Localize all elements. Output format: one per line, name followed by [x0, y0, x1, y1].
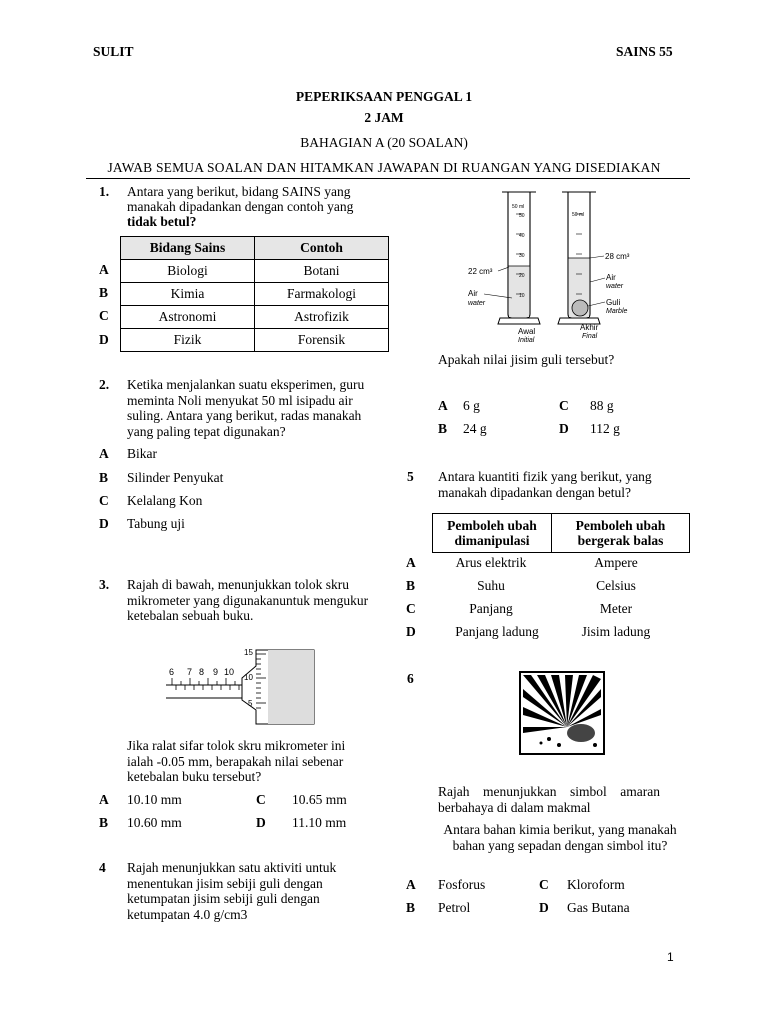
q1-table-header: [121, 237, 389, 260]
table-cell: Fizik: [121, 329, 255, 352]
q3-line2: mikrometer yang digunakanuntuk mengukur: [127, 592, 369, 608]
q1-line2: manakah dipadankan dengan contoh yang: [127, 199, 354, 214]
q1-letter-c: C: [99, 308, 109, 323]
thimble-tick-label: 5: [248, 699, 253, 708]
final-label-en: Final: [582, 333, 598, 340]
thimble-tick-label: 10: [244, 673, 253, 682]
q1-head-field: Bidang Sains: [121, 237, 255, 260]
water-label-en: water: [606, 283, 624, 290]
sleeve-tick-label: 6: [169, 667, 175, 677]
scale-label: 30: [519, 253, 525, 259]
q5-table-header: [432, 513, 690, 553]
q4-option-b[interactable]: B 24 g: [438, 421, 487, 436]
micrometer-diagram: [160, 640, 320, 725]
initial-label-en: Initial: [518, 337, 535, 344]
section-title: BAHAGIAN A (20 SOALAN): [300, 135, 468, 150]
header-rule: [86, 178, 690, 179]
q6-option-a[interactable]: A Fosforus: [406, 877, 486, 892]
table-row: [121, 306, 389, 329]
q3-qline2: ialah -0.05 mm, berapakah nilai sebenar: [127, 753, 344, 769]
q3-qline1: Jika ralat sifar tolok skru mikrometer ini: [127, 738, 346, 753]
table-header-row: [433, 514, 690, 553]
q3-question: [127, 738, 345, 785]
cylinder-label: 50 ml: [512, 204, 525, 210]
explosive-symbol-icon: [519, 671, 605, 755]
volume-initial: 22 cm³: [468, 267, 493, 276]
q1-number: 1.: [99, 184, 110, 199]
sleeve-tick-label: 9: [213, 667, 219, 677]
q1-letter-b: B: [99, 285, 109, 300]
scale-label: 40: [519, 233, 525, 239]
q6-option-d[interactable]: D Gas Butana: [539, 900, 630, 915]
q5-line2: manakah dipadankan dengan betul?: [438, 484, 632, 500]
q4-line2: menentukan jisim sebiji guli dengan: [127, 875, 323, 891]
q6-option-c[interactable]: C Kloroform: [539, 877, 625, 892]
q2-line4: yang paling tepat digunakan?: [127, 423, 286, 439]
exam-title: PEPERIKSAAN PENGGAL 1: [295, 89, 473, 104]
q5-row-d[interactable]: D Panjang ladung Jisim ladung: [406, 624, 651, 639]
q5-number: 5: [407, 469, 414, 484]
q3-number: 3.: [99, 577, 110, 592]
q6-line1: Rajah menunjukkan simbol amaran: [438, 784, 660, 799]
q3-option-a[interactable]: A 10.10 mm: [99, 792, 182, 807]
table-cell: Forensik: [255, 329, 389, 352]
q1-table: [120, 236, 389, 352]
table-cell: Botani: [255, 260, 389, 283]
q1-head-example: Contoh: [255, 237, 389, 260]
initial-label: Awal: [518, 327, 536, 336]
q4-option-c[interactable]: C 88 g: [559, 398, 614, 413]
instructions: JAWAB SEMUA SOALAN DAN HITAMKAN JAWAPAN DI RUANGAN YANG DISEDIAKAN: [107, 160, 661, 175]
q5-row-b[interactable]: B Suhu Celsius: [406, 578, 636, 593]
q1-letter-a: A: [99, 262, 109, 277]
scale-label: 10: [519, 293, 525, 299]
q1-stem: [127, 184, 353, 229]
q3-option-c[interactable]: C 10.65 mm: [256, 792, 347, 807]
q5-row-a[interactable]: A Arus elektrik Ampere: [406, 555, 638, 570]
q3-stem: [127, 577, 368, 624]
q3-line1: Rajah di bawah, menunjukkan tolok skru: [127, 577, 349, 592]
q2-line3: suling. Antara yang berikut, radas manakah: [127, 408, 362, 423]
water-label-en: water: [468, 300, 486, 307]
q4-line3: ketumpatan jisim sebiji guli dengan: [127, 891, 320, 906]
q3-line3: ketebalan sebuah buku.: [127, 608, 254, 623]
q2-stem: [127, 377, 364, 439]
thimble-tick-label: 15: [244, 648, 253, 657]
q1-line1: Antara yang berikut, bidang SAINS yang: [127, 184, 351, 199]
q4-option-d[interactable]: D 112 g: [559, 421, 620, 436]
q2-option-b[interactable]: B Silinder Penyukat: [99, 470, 224, 485]
q2-option-c[interactable]: C Kelalang Kon: [99, 493, 203, 508]
q5-stem: [438, 469, 652, 500]
q1-letter-d: D: [99, 332, 109, 347]
table-row: [121, 260, 389, 283]
header-left: SULIT: [93, 44, 134, 59]
water-label: Air: [606, 273, 616, 282]
table-cell: Astronomi: [121, 306, 255, 329]
q2-number: 2.: [99, 377, 110, 392]
header-line: Pemboleh ubah: [575, 518, 666, 533]
table-row: [121, 329, 389, 352]
table-cell: Kimia: [121, 283, 255, 306]
header-line: bergerak balas: [577, 533, 664, 548]
page-number: 1: [667, 950, 674, 964]
q3-option-b[interactable]: B 10.60 mm: [99, 815, 182, 830]
table-cell: Biologi: [121, 260, 255, 283]
final-label: Akhir: [580, 323, 599, 332]
volume-final: 28 cm³: [605, 252, 630, 261]
q4-number: 4: [99, 860, 106, 875]
q4-option-a[interactable]: A 6 g: [438, 398, 480, 413]
q5-row-c[interactable]: C Panjang Meter: [406, 601, 633, 616]
q6-line3: Antara bahan kimia berikut, yang manakah: [443, 822, 677, 837]
q2-line2: meminta Noli menyukat 50 ml isipadu air: [127, 392, 353, 408]
q3-option-d[interactable]: D 11.10 mm: [256, 815, 347, 830]
measuring-cylinder-figure: [464, 184, 664, 344]
cylinder-label: 50 ml: [572, 212, 585, 218]
q3-qline3: ketebalan buku tersebut?: [127, 769, 262, 784]
header-line: Pemboleh ubah: [447, 518, 537, 533]
q4-line4: ketumpatan 4.0 g/cm3: [127, 906, 248, 922]
table-cell: Astrofizik: [255, 306, 389, 329]
q5-head-responding: [552, 514, 690, 553]
q4-question: Apakah nilai jisim guli tersebut?: [438, 352, 615, 367]
q5-head-manipulated: [433, 514, 552, 553]
scale-label: 50: [519, 213, 525, 219]
q2-option-d[interactable]: D Tabung uji: [99, 516, 185, 531]
q5-line1: Antara kuantiti fizik yang berikut, yang: [438, 469, 652, 484]
table-row: [121, 283, 389, 306]
sleeve-tick-label: 7: [187, 667, 193, 677]
scale-label: 20: [519, 273, 525, 279]
q4-stem: [127, 860, 336, 922]
sleeve-tick-label: 8: [199, 667, 205, 677]
q6-question: [430, 822, 690, 853]
q1-line3: tidak betul?: [127, 214, 197, 229]
q6-option-b[interactable]: B Petrol: [406, 900, 471, 915]
marble-label-en: Marble: [606, 308, 628, 315]
q6-line4: bahan yang sepadan dengan simbol itu?: [452, 837, 668, 853]
water-label: Air: [468, 289, 478, 298]
marble-label: Guli: [606, 298, 621, 307]
q6-stem: [438, 784, 689, 815]
q4-line1: Rajah menunjukkan satu aktiviti untuk: [127, 860, 337, 875]
table-cell: Farmakologi: [255, 283, 389, 306]
q2-line1: Ketika menjalankan suatu eksperimen, guru: [127, 377, 365, 392]
exam-duration: 2 JAM: [364, 110, 404, 125]
q2-option-a[interactable]: A Bikar: [99, 446, 157, 461]
header-right: SAINS 55: [616, 44, 673, 59]
header-line: dimanipulasi: [454, 533, 530, 548]
sleeve-tick-label: 10: [224, 667, 235, 677]
q6-line2: berbahaya di dalam makmal: [438, 799, 591, 815]
q6-number: 6: [407, 671, 414, 686]
